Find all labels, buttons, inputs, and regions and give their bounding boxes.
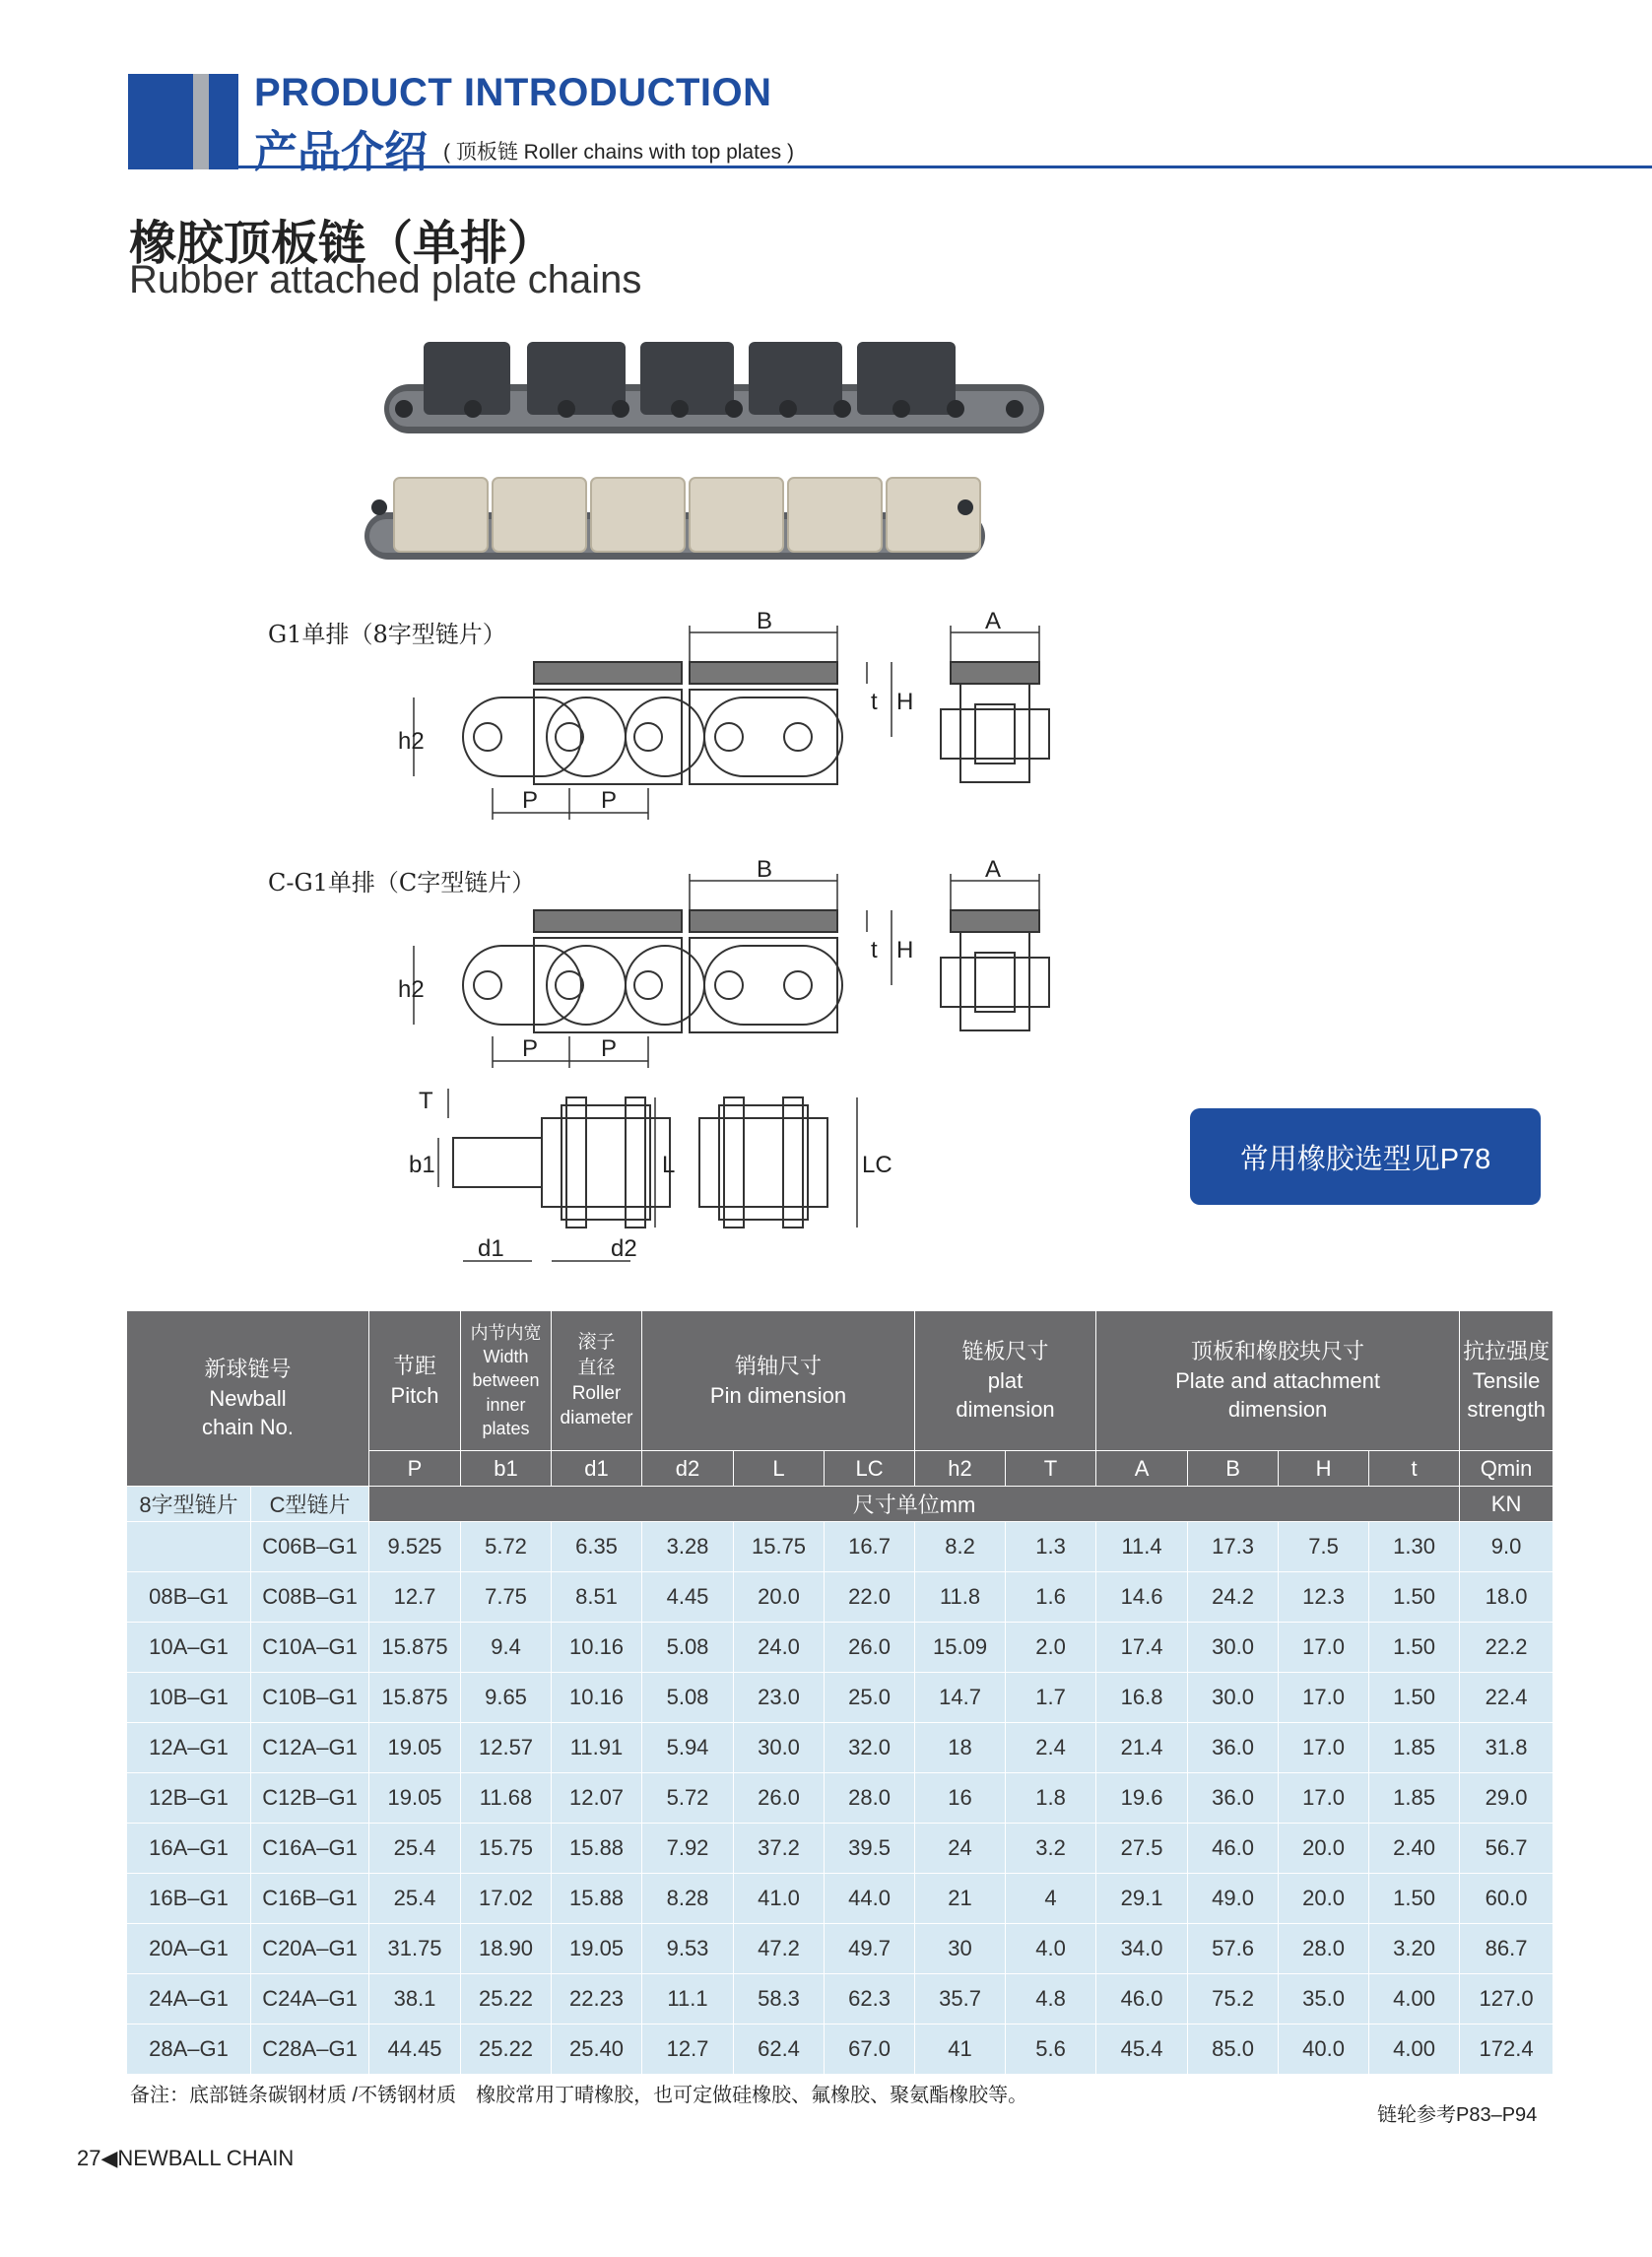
table-cell: 32.0	[825, 1723, 915, 1773]
col-header-pitch: 节距 Pitch	[369, 1311, 461, 1451]
header-subtitle: ( 顶板链 Roller chains with top plates )	[443, 141, 794, 164]
dim-L: L	[662, 1152, 676, 1178]
dim-d1: d1	[478, 1235, 504, 1262]
table-cell: C24A–G1	[251, 1974, 369, 2025]
table-cell: 5.72	[461, 1522, 552, 1572]
table-cell: 30.0	[1188, 1673, 1279, 1723]
table-cell: 28A–G1	[127, 2025, 251, 2075]
table-cell: 19.05	[552, 1924, 642, 1974]
table-cell: 46.0	[1096, 1974, 1188, 2025]
table-cell: 17.0	[1279, 1773, 1369, 1824]
sprocket-reference: 链轮参考P83–P94	[1377, 2104, 1538, 2126]
table-cell: 17.3	[1188, 1522, 1279, 1572]
table-cell: 15.875	[369, 1623, 461, 1673]
table-cell: 34.0	[1096, 1924, 1188, 1974]
section-title-cn: 橡胶顶板链（单排）	[129, 218, 556, 270]
header-rule	[238, 166, 1652, 168]
table-cell: 28.0	[825, 1773, 915, 1824]
table-cell: 15.75	[734, 1522, 825, 1572]
cg1-dim-P1: P	[522, 1035, 539, 1062]
col-header-plate: 链板尺寸 plat dimension	[915, 1311, 1096, 1451]
table-cell: C12A–G1	[251, 1723, 369, 1773]
table-cell: 8.2	[915, 1522, 1006, 1572]
table-cell: 20A–G1	[127, 1924, 251, 1974]
col-header-top-plate: 顶板和橡胶块尺寸 Plate and attachment dimension	[1096, 1311, 1460, 1451]
g1-dim-P1: P	[522, 787, 539, 814]
table-cell: 19.05	[369, 1773, 461, 1824]
unit-label: 尺寸单位mm	[369, 1487, 1460, 1522]
table-cell: 2.0	[1006, 1623, 1096, 1673]
table-cell: 10.16	[552, 1673, 642, 1723]
table-cell: 29.0	[1460, 1773, 1553, 1824]
table-cell: 12.07	[552, 1773, 642, 1824]
table-cell: 12.3	[1279, 1572, 1369, 1623]
table-cell: C12B–G1	[251, 1773, 369, 1824]
black-rubber-chain	[384, 342, 1044, 433]
table-cell: 17.0	[1279, 1623, 1369, 1673]
table-cell: 7.75	[461, 1572, 552, 1623]
table-cell: 49.7	[825, 1924, 915, 1974]
g1-drawing	[394, 611, 1084, 832]
cg1-label: C-G1单排（C字型链片）	[268, 869, 536, 896]
header-bar-blue-2	[209, 74, 238, 169]
table-cell: 41	[915, 2025, 1006, 2075]
table-cell: 1.8	[1006, 1773, 1096, 1824]
table-cell: 9.525	[369, 1522, 461, 1572]
table-cell: 2.4	[1006, 1723, 1096, 1773]
table-cell: 24.0	[734, 1623, 825, 1673]
table-body	[127, 1522, 1553, 2075]
table-cell: 36.0	[1188, 1723, 1279, 1773]
table-cell: 62.4	[734, 2025, 825, 2075]
kn-label: KN	[1460, 1487, 1553, 1522]
table-cell	[127, 1522, 251, 1572]
dim-d2: d2	[611, 1235, 637, 1262]
table-cell: 2.40	[1369, 1824, 1460, 1874]
table-cell: 10A–G1	[127, 1623, 251, 1673]
table-cell: 16B–G1	[127, 1874, 251, 1924]
table-cell: 49.0	[1188, 1874, 1279, 1924]
top-view-drawing	[404, 1084, 916, 1281]
table-cell: 56.7	[1460, 1824, 1553, 1874]
typeC-header: C型链片	[251, 1487, 369, 1522]
table-row	[127, 1824, 1553, 1874]
table-cell: 4.0	[1006, 1924, 1096, 1974]
table-row	[127, 1874, 1553, 1924]
g1-dim-P2: P	[601, 787, 618, 814]
table-cell: 10B–G1	[127, 1673, 251, 1723]
table-cell: 1.6	[1006, 1572, 1096, 1623]
table-cell: 57.6	[1188, 1924, 1279, 1974]
col-header-roller: 滚子 直径 Roller diameter	[552, 1311, 642, 1451]
table-cell: 5.6	[1006, 2025, 1096, 2075]
table-cell: 15.88	[552, 1874, 642, 1924]
table-cell: 44.45	[369, 2025, 461, 2075]
table-cell: 11.91	[552, 1723, 642, 1773]
table-cell: 14.7	[915, 1673, 1006, 1723]
table-cell: 41.0	[734, 1874, 825, 1924]
g1-dim-h2: h2	[398, 728, 425, 755]
units-row	[127, 1487, 1553, 1522]
table-cell: 12.7	[642, 2025, 734, 2075]
table-cell: 20.0	[734, 1572, 825, 1623]
white-rubber-chain	[364, 478, 985, 560]
table-cell: 127.0	[1460, 1974, 1553, 2025]
table-cell: 21	[915, 1874, 1006, 1924]
table-cell: 9.53	[642, 1924, 734, 1974]
table-cell: 6.35	[552, 1522, 642, 1572]
g1-label: G1单排（8字型链片）	[268, 621, 506, 648]
table-cell: 22.4	[1460, 1673, 1553, 1723]
table-cell: C10B–G1	[251, 1673, 369, 1723]
table-cell: 1.50	[1369, 1572, 1460, 1623]
table-cell: 5.08	[642, 1623, 734, 1673]
table-cell: C28A–G1	[251, 2025, 369, 2075]
table-cell: 1.3	[1006, 1522, 1096, 1572]
cg1-dim-h2: h2	[398, 976, 425, 1003]
table-cell: 9.4	[461, 1623, 552, 1673]
table-cell: 10.16	[552, 1623, 642, 1673]
header-bar-blue	[128, 74, 193, 169]
table-cell: 24A–G1	[127, 1974, 251, 2025]
table-cell: 9.65	[461, 1673, 552, 1723]
table-cell: 17.4	[1096, 1623, 1188, 1673]
dim-b1: b1	[409, 1152, 435, 1178]
table-cell: C10A–G1	[251, 1623, 369, 1673]
table-cell: 4.8	[1006, 1974, 1096, 2025]
table-cell: 17.0	[1279, 1723, 1369, 1773]
type8-header: 8字型链片	[127, 1487, 251, 1522]
table-cell: C16B–G1	[251, 1874, 369, 1924]
table-cell: 11.1	[642, 1974, 734, 2025]
table-cell: 67.0	[825, 2025, 915, 2075]
dim-LC: LC	[862, 1152, 892, 1178]
table-cell: 85.0	[1188, 2025, 1279, 2075]
table-cell: 37.2	[734, 1824, 825, 1874]
table-row	[127, 1522, 1553, 1572]
col-header-tensile: 抗拉强度 Tensile strength	[1460, 1311, 1553, 1451]
table-cell: 172.4	[1460, 2025, 1553, 2075]
table-cell: 16.7	[825, 1522, 915, 1572]
table-row	[127, 1673, 1553, 1723]
table-row	[127, 1623, 1553, 1673]
table-cell: 3.20	[1369, 1924, 1460, 1974]
table-cell: 9.0	[1460, 1522, 1553, 1572]
table-cell: 12.7	[369, 1572, 461, 1623]
table-cell: 31.75	[369, 1924, 461, 1974]
header-title-en: PRODUCT INTRODUCTION	[254, 71, 772, 114]
table-cell: 25.22	[461, 2025, 552, 2075]
cg1-dim-P2: P	[601, 1035, 618, 1062]
table-cell: 19.05	[369, 1723, 461, 1773]
table-cell: 38.1	[369, 1974, 461, 2025]
g1-dim-A: A	[985, 611, 1002, 634]
table-cell: 24	[915, 1824, 1006, 1874]
table-cell: 58.3	[734, 1974, 825, 2025]
table-cell: 1.7	[1006, 1673, 1096, 1723]
table-cell: 11.4	[1096, 1522, 1188, 1572]
table-cell: 5.72	[642, 1773, 734, 1824]
table-row	[127, 1773, 1553, 1824]
table-cell: 60.0	[1460, 1874, 1553, 1924]
table-cell: 16.8	[1096, 1673, 1188, 1723]
table-cell: 25.22	[461, 1974, 552, 2025]
table-cell: 12.57	[461, 1723, 552, 1773]
table-row	[127, 2025, 1553, 2075]
product-photo	[364, 330, 1054, 576]
table-cell: 7.5	[1279, 1522, 1369, 1572]
table-cell: 30.0	[1188, 1623, 1279, 1673]
table-cell: 22.23	[552, 1974, 642, 2025]
table-cell: 27.5	[1096, 1824, 1188, 1874]
table-cell: C20A–G1	[251, 1924, 369, 1974]
table-cell: 7.92	[642, 1824, 734, 1874]
col-header-width: 内节内宽 Width between inner plates	[461, 1311, 552, 1451]
g1-dim-t: t	[871, 689, 878, 715]
table-cell: 31.8	[1460, 1723, 1553, 1773]
table-row	[127, 1974, 1553, 2025]
table-cell: 22.0	[825, 1572, 915, 1623]
table-cell: 86.7	[1460, 1924, 1553, 1974]
table-cell: 25.40	[552, 2025, 642, 2075]
table-cell: 25.4	[369, 1874, 461, 1924]
table-cell: 29.1	[1096, 1874, 1188, 1924]
table-cell: 4.45	[642, 1572, 734, 1623]
table-cell: 4	[1006, 1874, 1096, 1924]
table-cell: 44.0	[825, 1874, 915, 1924]
table-cell: 47.2	[734, 1924, 825, 1974]
table-cell: 15.88	[552, 1824, 642, 1874]
table-cell: 3.2	[1006, 1824, 1096, 1874]
table-cell: 4.00	[1369, 2025, 1460, 2075]
rubber-selection-callout: 常用橡胶选型见P78	[1190, 1108, 1541, 1205]
table-cell: 16	[915, 1773, 1006, 1824]
table-cell: 28.0	[1279, 1924, 1369, 1974]
header-bar-gray	[193, 74, 209, 169]
table-cell: 18.0	[1460, 1572, 1553, 1623]
table-cell: 14.6	[1096, 1572, 1188, 1623]
cg1-drawing	[394, 859, 1084, 1081]
table-cell: 36.0	[1188, 1773, 1279, 1824]
table-cell: 46.0	[1188, 1824, 1279, 1874]
table-cell: 1.50	[1369, 1673, 1460, 1723]
col-header-pin: 销轴尺寸 Pin dimension	[642, 1311, 915, 1451]
table-cell: 19.6	[1096, 1773, 1188, 1824]
table-cell: 11.68	[461, 1773, 552, 1824]
g1-dim-B: B	[757, 611, 773, 634]
table-cell: 35.7	[915, 1974, 1006, 2025]
table-cell: 30.0	[734, 1723, 825, 1773]
table-cell: 20.0	[1279, 1874, 1369, 1924]
table-cell: 11.8	[915, 1572, 1006, 1623]
table-cell: 35.0	[1279, 1974, 1369, 2025]
table-cell: 15.09	[915, 1623, 1006, 1673]
table-cell: 17.02	[461, 1874, 552, 1924]
footnote: 备注：底部链条碳钢材质 /不锈钢材质 橡胶常用丁晴橡胶，也可定做硅橡胶、氟橡胶、聚氨酯橡胶等。	[130, 2085, 1028, 2106]
header-title-cn: 产品介绍	[254, 128, 428, 176]
table-cell: 62.3	[825, 1974, 915, 2025]
table-cell: 39.5	[825, 1824, 915, 1874]
table-cell: 18.90	[461, 1924, 552, 1974]
table-cell: 45.4	[1096, 2025, 1188, 2075]
table-cell: 12A–G1	[127, 1723, 251, 1773]
table-row	[127, 1572, 1553, 1623]
table-cell: 5.94	[642, 1723, 734, 1773]
spec-table	[126, 1310, 1553, 2075]
table-cell: C16A–G1	[251, 1824, 369, 1874]
table-cell: 12B–G1	[127, 1773, 251, 1824]
table-cell: 3.28	[642, 1522, 734, 1572]
table-cell: C08B–G1	[251, 1572, 369, 1623]
table-cell: 5.08	[642, 1673, 734, 1723]
section-title-en: Rubber attached plate chains	[129, 258, 642, 301]
table-row	[127, 1723, 1553, 1773]
table-cell: 26.0	[825, 1623, 915, 1673]
table-cell: 1.30	[1369, 1522, 1460, 1572]
table-cell: 23.0	[734, 1673, 825, 1723]
cg1-dim-A: A	[985, 859, 1002, 883]
dim-T: T	[419, 1088, 433, 1114]
table-cell: 25.4	[369, 1824, 461, 1874]
table-cell: 25.0	[825, 1673, 915, 1723]
table-cell: 24.2	[1188, 1572, 1279, 1623]
table-cell: 8.28	[642, 1874, 734, 1924]
g1-dim-H: H	[896, 689, 914, 715]
table-cell: C06B–G1	[251, 1522, 369, 1572]
col-header-chain-no: 新球链号 Newball chain No.	[127, 1311, 369, 1487]
table-cell: 30	[915, 1924, 1006, 1974]
table-cell: 08B–G1	[127, 1572, 251, 1623]
table-cell: 1.85	[1369, 1773, 1460, 1824]
table-row	[127, 1924, 1553, 1974]
table-cell: 20.0	[1279, 1824, 1369, 1874]
table-cell: 22.2	[1460, 1623, 1553, 1673]
table-cell: 75.2	[1188, 1974, 1279, 2025]
page-footer	[77, 2146, 294, 2171]
table-cell: 40.0	[1279, 2025, 1369, 2075]
cg1-dim-B: B	[757, 859, 773, 883]
brand-name: NEWBALL CHAIN	[117, 2146, 295, 2170]
table-cell: 15.75	[461, 1824, 552, 1874]
table-cell: 18	[915, 1723, 1006, 1773]
page-number: 27	[77, 2146, 101, 2170]
table-cell: 1.50	[1369, 1874, 1460, 1924]
table-cell: 21.4	[1096, 1723, 1188, 1773]
table-cell: 1.50	[1369, 1623, 1460, 1673]
table-cell: 26.0	[734, 1773, 825, 1824]
cg1-dim-H: H	[896, 937, 914, 963]
table-cell: 17.0	[1279, 1673, 1369, 1723]
symbol-row: P b1 d1 d2 L LC h2 T A B H t Qmin	[127, 1451, 1553, 1487]
table-cell: 1.85	[1369, 1723, 1460, 1773]
table-cell: 16A–G1	[127, 1824, 251, 1874]
triangle-left-icon: ◀	[100, 2146, 118, 2170]
cg1-dim-t: t	[871, 937, 878, 963]
table-cell: 15.875	[369, 1673, 461, 1723]
table-cell: 8.51	[552, 1572, 642, 1623]
table-cell: 4.00	[1369, 1974, 1460, 2025]
